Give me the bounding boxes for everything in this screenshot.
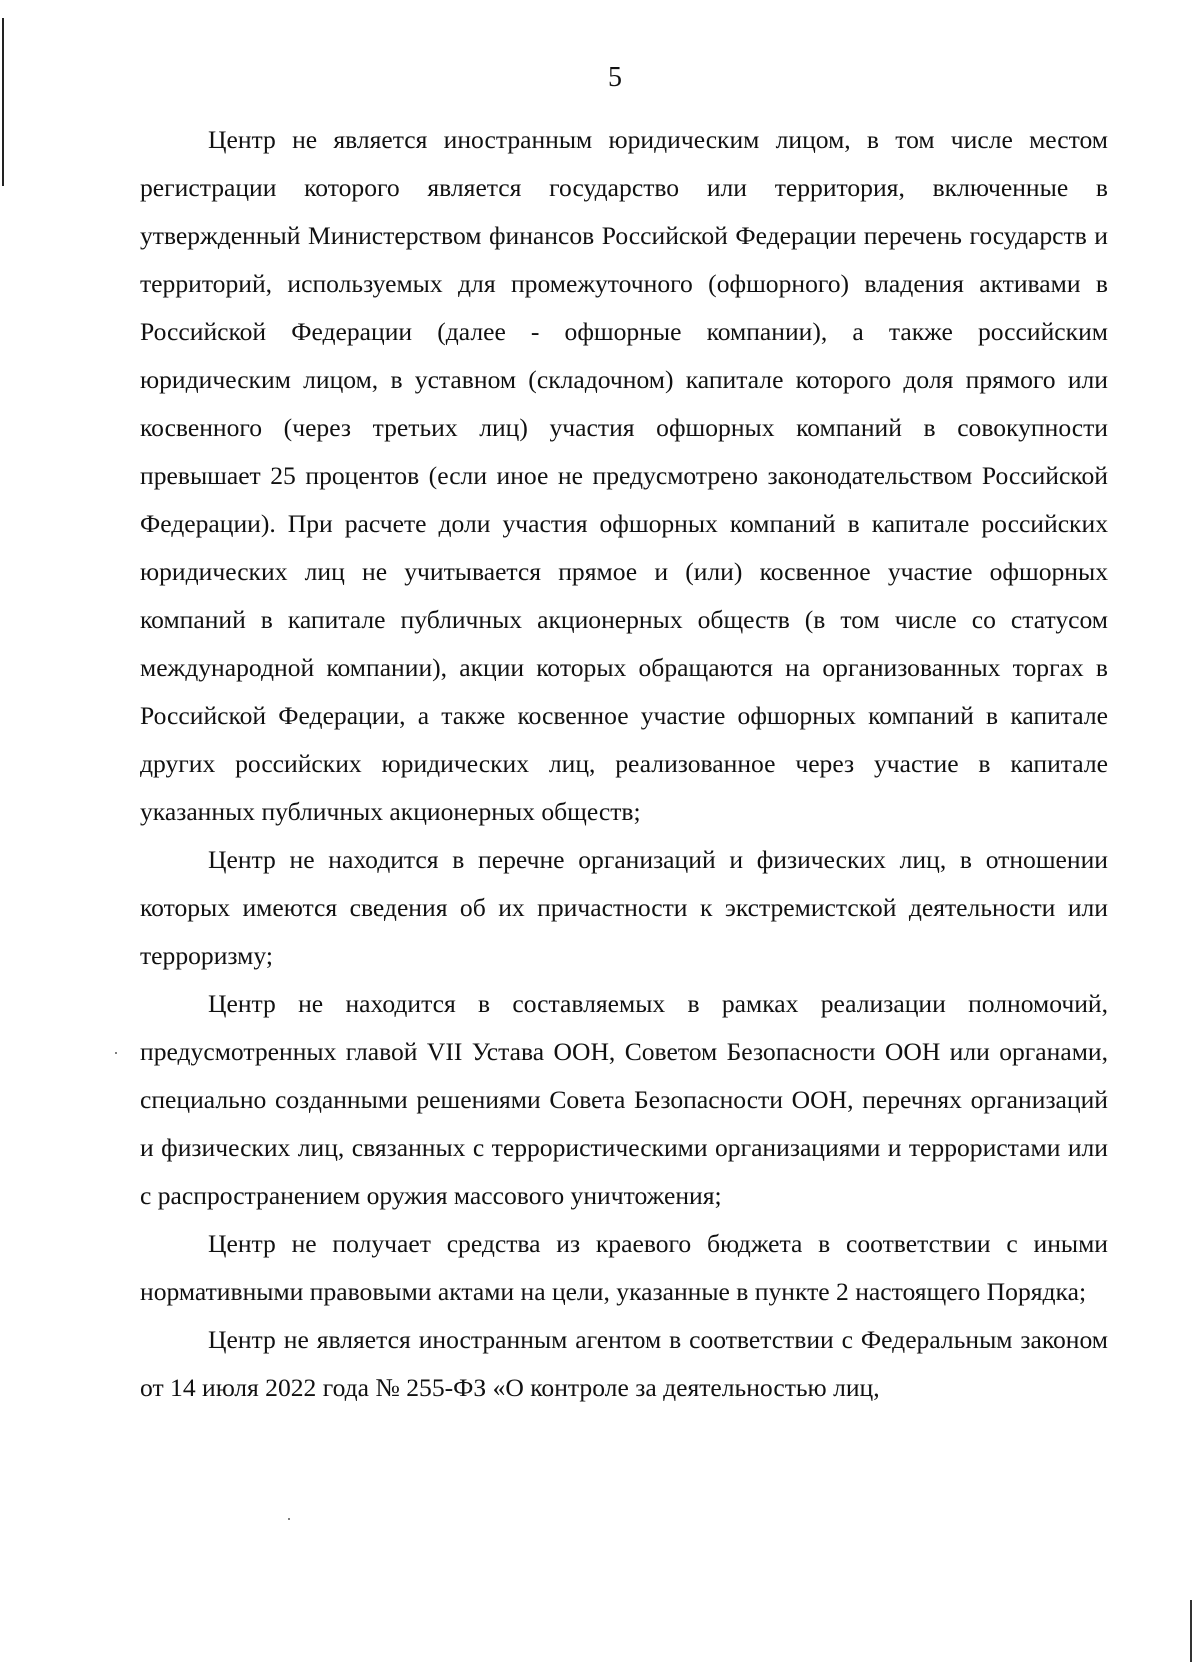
scan-edge-left <box>2 18 4 186</box>
page-number: 5 <box>608 62 622 93</box>
paragraph-foreign-agent: Центр не является иностранным агентом в соответствии с Федеральным законом от 14 июля 2022 года № 255-ФЗ «О контроле за деятельностью лиц, <box>140 1325 1108 1402</box>
scan-speck <box>115 1052 117 1054</box>
paragraph-budget-funds: Центр не получает средства из краевого бюджета в соответствии с иными нормативными правовыми актами на цели, указанные в пункте 2 настоящего Порядка; <box>140 1229 1108 1306</box>
paragraph-offshore-status: Центр не является иностранным юридическим лицом, в том числе местом регистрации которого является государство или территория, включенные в утвержденный Министерством финансов Российской Федерации перечень государств и территорий, используемых для промежуточного (офшорного) владения активами в Российской Федерации (далее - офшорные компании), а также российским юридическим лицом, в уставном (складочном) капитале которого доля прямого или косвенного (через третьих лиц) участия офшорных компаний в совокупности превышает 25 процентов (если иное не предусмотрено законодательством Российской Федерации). При расчете доли участия офшорных компаний в капитале российских юридических лиц не учитывается прямое и (или) косвенное участие офшорных компаний в капитале публичных акционерных обществ (в том числе со статусом международной компании), акции которых обращаются на организованных торгах в Российской Федерации, а также косвенное участие офшорных компаний в капитале других российских юридических лиц, реализованное через участие в капитале указанных публичных акционерных обществ; <box>140 125 1108 826</box>
paragraph-extremism-list: Центр не находится в перечне организаций и физических лиц, в отношении которых имеются сведения об их причастности к экстремистской деятельности или терроризму; <box>140 845 1108 970</box>
scan-edge-right <box>1190 1600 1192 1662</box>
paragraph-un-sanctions-list: Центр не находится в составляемых в рамках реализации полномочий, предусмотренных главой VII Устава ООН, Советом Безопасности ООН или органами, специально созданными решениями Совета Безопасности ООН, перечнях организаций и физических лиц, связанных с террористическими организациями и террористами или с распространением оружия массового уничтожения; <box>140 989 1108 1210</box>
document-body <box>140 116 1108 1412</box>
scan-speck <box>288 1518 290 1520</box>
